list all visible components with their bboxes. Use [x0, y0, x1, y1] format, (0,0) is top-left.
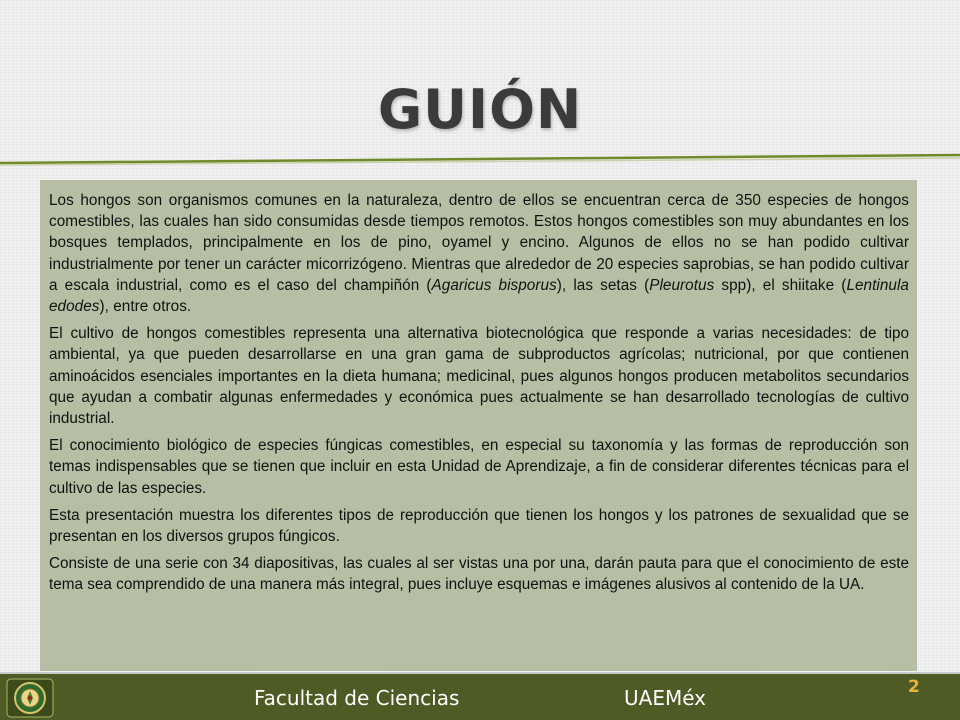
university-name: UAEMéx — [624, 686, 707, 710]
slide-title: GUIÓN — [377, 78, 583, 141]
paragraph-series: Consiste de una serie con 34 diapositivas, las cuales al ser vistas una por una, darán pauta para que el conocimiento de este tema sea comprendido de una manera más integral, pues incluye esquemas e imágenes alusivos al contenido de la UA. — [49, 555, 909, 594]
university-seal-icon — [6, 678, 54, 718]
species-pleurotus: Pleurotus — [649, 276, 715, 294]
page-number: 2 — [908, 677, 920, 697]
paragraph-intro — [49, 190, 909, 317]
title-underline — [0, 152, 960, 166]
paragraph-intro-text-b: ), las setas ( — [556, 276, 650, 294]
content-box — [40, 180, 917, 671]
faculty-name: Facultad de Ciencias — [254, 686, 460, 710]
species-lentinula: Lentinula edodes — [49, 276, 909, 316]
paragraph-cultivation: El cultivo de hongos comestibles representa una alternativa biotecnológica que responde a varias necesidades: de tipo ambiental, ya que pueden desarrollarse en una gran gama de subproductos agrícolas; nutricional, por que contienen aminoácidos esenciales importantes en la dieta humana; medicinal, pues algunos hongos producen metabolitos secundarios que ayudan a combatir algunas enfermedades y económica pues actualmente se han desarrollado tecnologías de cultivo industrial. — [49, 325, 909, 428]
paragraph-knowledge: El conocimiento biológico de especies fúngicas comestibles, en especial su taxonomía y las formas de reproducción son temas indispensables que se tienen que incluir en esta Unidad de Aprendizaje, a fin de considerar diferentes técnicas para el cultivo de las especies. — [49, 437, 909, 497]
species-agaricus: Agaricus bisporus — [431, 276, 557, 294]
paragraph-intro-text-a: Los hongos son organismos comunes en la naturaleza, dentro de ellos se encuentran cerca de 350 especies de hongos comestibles, las cuales han sido consumidas desde tiempos remotos. Estos hongos comestibles son muy abundantes en los bosques templados, principalmente en los de pino, oyamel y encino. Algunos de ellos no se han podido cultivar industrialmente por tener un carácter micorrizógeno. Mientras que alrededor de 20 especies saprobias, se han podido cultivar a escala industrial, como es el caso del champiñón ( — [49, 192, 909, 294]
footer-bar — [0, 672, 960, 720]
paragraph-presentation: Esta presentación muestra los diferentes tipos de reproducción que tienen los hongos y los patrones de sexualidad que se presentan en los diversos grupos fúngicos. — [49, 506, 909, 546]
paragraph-intro-text-d: ), entre otros. — [99, 298, 192, 316]
paragraph-intro-text-c: spp), el shiitake ( — [714, 276, 847, 294]
